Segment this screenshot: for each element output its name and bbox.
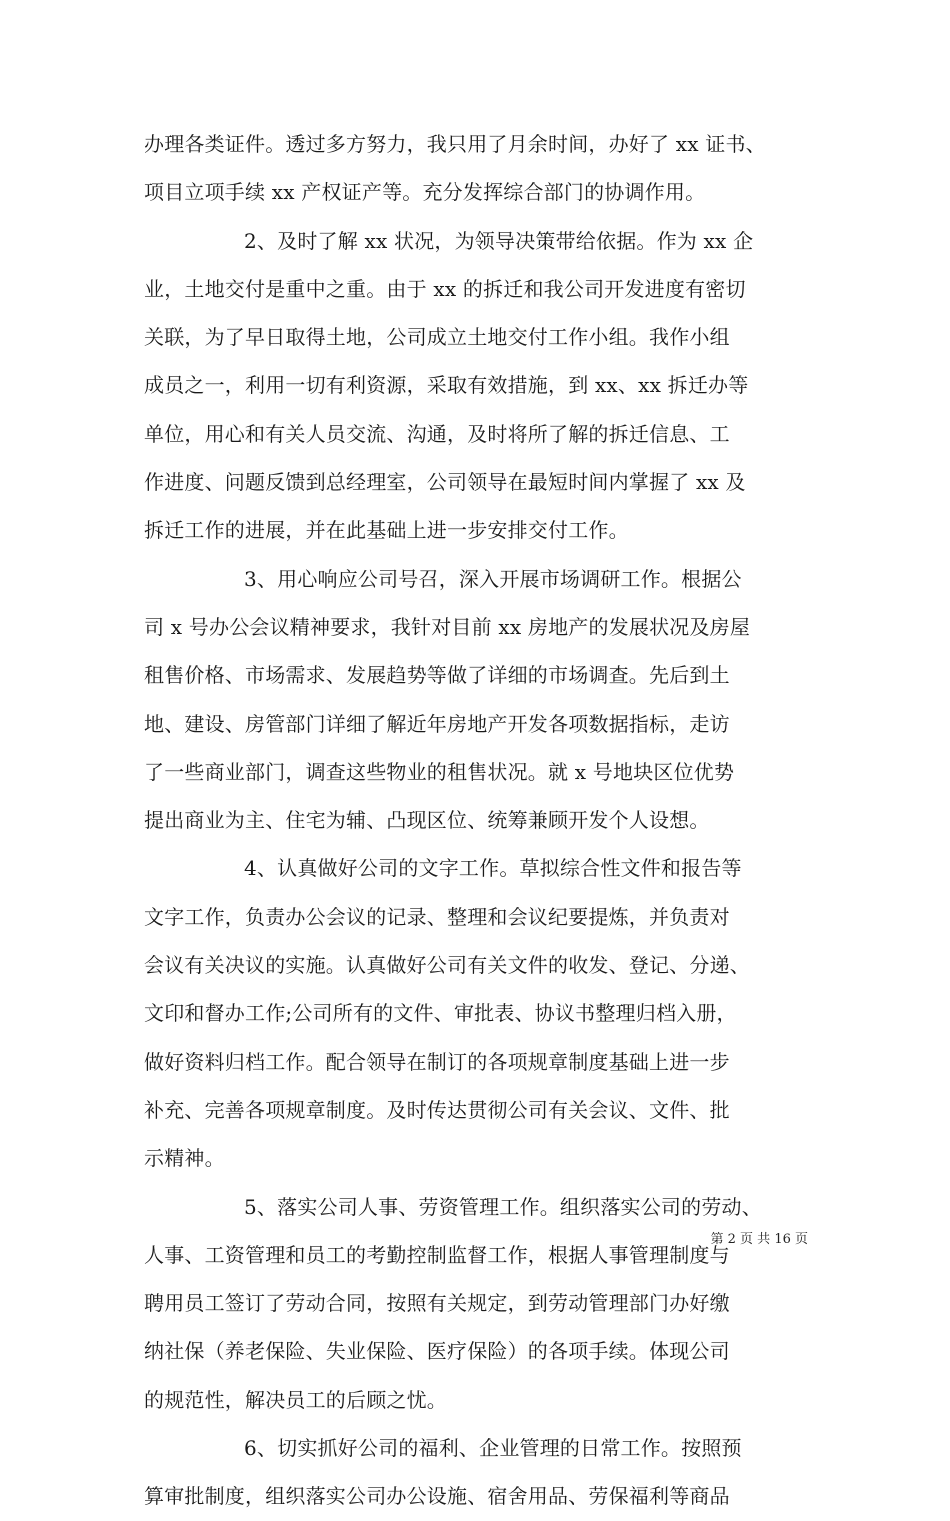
text-line: 业，土地交付是重中之重。由于 xx 的拆迁和我公司开发进度有密切 — [144, 276, 746, 301]
paragraph-first-line: 6、切实抓好公司的福利、企业管理的日常工作。按照预 — [244, 1436, 742, 1461]
text-line: 示精神。 — [144, 1146, 225, 1171]
text-line: 会议有关决议的实施。认真做好公司有关文件的收发、登记、分递、 — [144, 953, 750, 978]
text-line: 办理各类证件。透过多方努力，我只用了月余时间，办好了 xx 证书、 — [144, 132, 766, 156]
paragraph-first-line: 5、落实公司人事、劳资管理工作。组织落实公司的劳动、 — [244, 1194, 762, 1219]
text-line: 文印和督办工作;公司所有的文件、审批表、协议书整理归档入册， — [144, 1001, 737, 1026]
text-line: 做好资料归档工作。配合领导在制订的各项规章制度基础上进一步 — [144, 1049, 730, 1074]
text-line: 关联，为了早日取得土地，公司成立土地交付工作小组。我作小组 — [144, 325, 730, 350]
text-line: 了一些商业部门，调查这些物业的租售状况。就 x 号地块区位优势 — [144, 759, 735, 784]
paragraph-first-line: 2、及时了解 xx 状况，为领导决策带给依据。作为 xx 企 — [244, 228, 754, 253]
paragraph-first-line: 3、用心响应公司号召，深入开展市场调研工作。根据公 — [244, 566, 742, 591]
text-line: 提出商业为主、住宅为辅、凸现区位、统筹兼顾开发个人设想。 — [144, 808, 710, 833]
text-line: 的规范性，解决员工的后顾之忧。 — [144, 1387, 447, 1412]
text-line: 人事、工资管理和员工的考勤控制监督工作，根据人事管理制度与 — [144, 1242, 730, 1267]
text-line: 租售价格、市场需求、发展趋势等做了详细的市场调查。先后到土 — [144, 663, 730, 688]
document-body — [144, 120, 814, 1521]
text-line: 算审批制度，组织落实公司办公设施、宿舍用品、劳保福利等商品 — [144, 1484, 730, 1509]
text-line: 地、建设、房管部门详细了解近年房地产开发各项数据指标，走访 — [144, 711, 730, 736]
page-number-footer: 第 2 页 共 16 页 — [710, 1232, 808, 1247]
text-line: 纳社保（养老保险、失业保险、医疗保险）的各项手续。体现公司 — [144, 1339, 730, 1364]
text-line: 成员之一，利用一切有利资源，采取有效措施，到 xx、xx 拆迁办等 — [144, 373, 749, 398]
text-line: 文字工作，负责办公会议的记录、整理和会议纪要提炼，并负责对 — [144, 904, 730, 929]
text-line: 作进度、问题反馈到总经理室，公司领导在最短时间内掌握了 xx 及 — [144, 470, 746, 495]
text-line: 司 x 号办公会议精神要求，我针对目前 xx 房地产的发展状况及房屋 — [144, 614, 751, 639]
text-line: 拆迁工作的进展，并在此基础上进一步安排交付工作。 — [144, 518, 629, 543]
text-line: 聘用员工签订了劳动合同，按照有关规定，到劳动管理部门办好缴 — [144, 1291, 730, 1316]
text-line: 单位，用心和有关人员交流、沟通，及时将所了解的拆迁信息、工 — [144, 421, 730, 446]
text-line: 补充、完善各项规章制度。及时传达贯彻公司有关会议、文件、批 — [144, 1097, 730, 1122]
paragraph-first-line: 4、认真做好公司的文字工作。草拟综合性文件和报告等 — [244, 856, 742, 881]
text-line: 项目立项手续 xx 产权证产等。充分发挥综合部门的协调作用。 — [144, 180, 706, 205]
